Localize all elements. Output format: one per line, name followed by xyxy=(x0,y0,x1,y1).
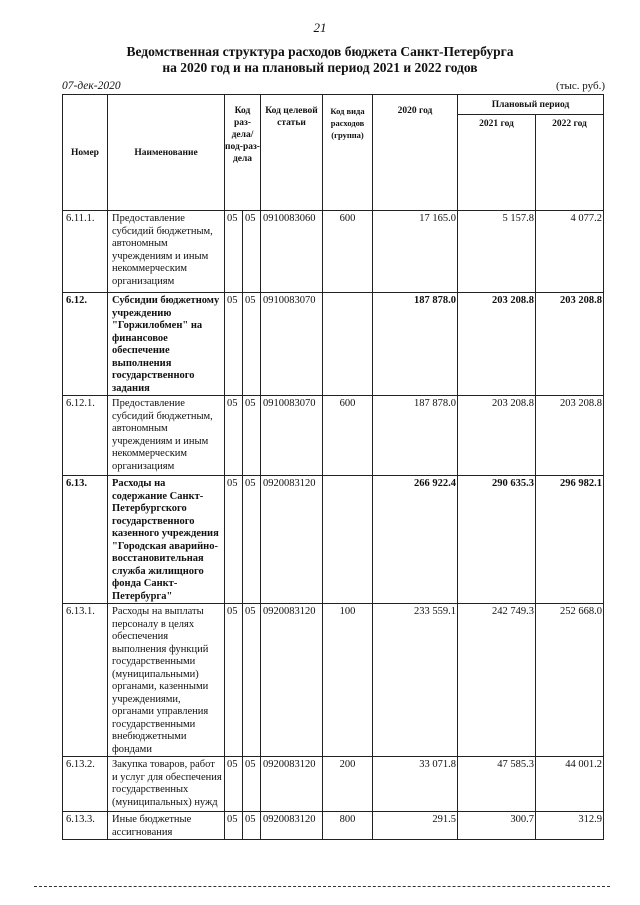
table-row xyxy=(63,293,604,396)
row-value-2021: 47 585.3 xyxy=(458,757,536,812)
document-title xyxy=(0,44,640,76)
row-section: 05 xyxy=(225,757,243,812)
row-target-code: 0920083120 xyxy=(261,757,323,812)
row-value-2020: 187 878.0 xyxy=(373,396,458,476)
row-value-2022: 203 208.8 xyxy=(536,396,604,476)
row-expense-type: 800 xyxy=(323,812,373,840)
row-value-2021: 290 635.3 xyxy=(458,476,536,604)
row-name: Субсидии бюджетному учреждению "Горжилобмен" на финансовое обеспечение выполнения государственного задания xyxy=(108,293,225,396)
title-line-2: на 2020 год и на плановый период 2021 и 2022 годов xyxy=(162,60,478,75)
row-value-2020: 291.5 xyxy=(373,812,458,840)
row-expense-type xyxy=(323,476,373,604)
table-body xyxy=(63,211,604,840)
row-target-code: 0920083120 xyxy=(261,476,323,604)
row-subsection: 05 xyxy=(243,211,261,293)
page-number: 21 xyxy=(313,20,327,35)
row-subsection: 05 xyxy=(243,757,261,812)
row-value-2021: 203 208.8 xyxy=(458,293,536,396)
row-value-2022: 4 077.2 xyxy=(536,211,604,293)
row-section: 05 xyxy=(225,396,243,476)
row-name: Предоставление субсидий бюджетным, автономным учреждениям и иным некоммерческим организациям xyxy=(108,396,225,476)
budget-table xyxy=(62,94,604,840)
row-value-2022: 312.9 xyxy=(536,812,604,840)
header-section-code: Код раз-дела/ под-раз-дела xyxy=(225,95,261,211)
table-row xyxy=(63,476,604,604)
row-subsection: 05 xyxy=(243,812,261,840)
row-expense-type xyxy=(323,293,373,396)
table-row xyxy=(63,396,604,476)
row-subsection: 05 xyxy=(243,604,261,757)
row-target-code: 0910083060 xyxy=(261,211,323,293)
row-value-2020: 266 922.4 xyxy=(373,476,458,604)
row-value-2020: 17 165.0 xyxy=(373,211,458,293)
row-expense-type: 600 xyxy=(323,211,373,293)
row-value-2021: 203 208.8 xyxy=(458,396,536,476)
row-subsection: 05 xyxy=(243,476,261,604)
header-2020: 2020 год xyxy=(373,95,458,211)
row-expense-type: 600 xyxy=(323,396,373,476)
table-row xyxy=(63,211,604,293)
row-number: 6.13. xyxy=(63,476,108,604)
header-2022: 2022 год xyxy=(536,115,604,211)
footer-rule xyxy=(34,886,610,887)
header-2021: 2021 год xyxy=(458,115,536,211)
row-value-2022: 296 982.1 xyxy=(536,476,604,604)
row-section: 05 xyxy=(225,211,243,293)
row-expense-type: 200 xyxy=(323,757,373,812)
row-name: Предоставление субсидий бюджетным, автономным учреждениям и иным некоммерческим организациям xyxy=(108,211,225,293)
row-value-2021: 5 157.8 xyxy=(458,211,536,293)
row-target-code: 0910083070 xyxy=(261,293,323,396)
header-number: Номер xyxy=(63,95,108,211)
row-section: 05 xyxy=(225,812,243,840)
row-value-2022: 44 001.2 xyxy=(536,757,604,812)
row-name: Расходы на содержание Санкт-Петербургского государственного казенного учреждения "Городская аварийно-восстановительная служба жилищного фонда Санкт-Петербурга" xyxy=(108,476,225,604)
row-name: Расходы на выплаты персоналу в целях обеспечения выполнения функций государственными (муниципальными) органами, казенными учреждениями, органами управления государственными внебюджетными фондами xyxy=(108,604,225,757)
row-value-2021: 300.7 xyxy=(458,812,536,840)
row-number: 6.13.2. xyxy=(63,757,108,812)
row-expense-type: 100 xyxy=(323,604,373,757)
row-value-2022: 252 668.0 xyxy=(536,604,604,757)
row-section: 05 xyxy=(225,604,243,757)
row-number: 6.11.1. xyxy=(63,211,108,293)
row-number: 6.12. xyxy=(63,293,108,396)
row-subsection: 05 xyxy=(243,293,261,396)
document-date: 07-дек-2020 xyxy=(62,80,121,92)
header-expense-type: Код вида расходов (группа) xyxy=(323,95,373,211)
table-row xyxy=(63,812,604,840)
table-row xyxy=(63,604,604,757)
title-line-1: Ведомственная структура расходов бюджета Санкт-Петербурга xyxy=(126,44,514,59)
row-target-code: 0920083120 xyxy=(261,812,323,840)
header-target-code: Код целевой статьи xyxy=(261,95,323,211)
row-section: 05 xyxy=(225,293,243,396)
header-name: Наименование xyxy=(108,95,225,211)
row-name: Иные бюджетные ассигнования xyxy=(108,812,225,840)
header-planned-period: Плановый период xyxy=(458,95,604,115)
row-number: 6.13.1. xyxy=(63,604,108,757)
row-value-2020: 187 878.0 xyxy=(373,293,458,396)
row-target-code: 0910083070 xyxy=(261,396,323,476)
table-header xyxy=(63,95,604,211)
row-value-2022: 203 208.8 xyxy=(536,293,604,396)
row-value-2021: 242 749.3 xyxy=(458,604,536,757)
row-number: 6.12.1. xyxy=(63,396,108,476)
row-number: 6.13.3. xyxy=(63,812,108,840)
row-name: Закупка товаров, работ и услуг для обеспечения государственных (муниципальных) нужд xyxy=(108,757,225,812)
table-row xyxy=(63,757,604,812)
row-section: 05 xyxy=(225,476,243,604)
row-subsection: 05 xyxy=(243,396,261,476)
units-label: (тыс. руб.) xyxy=(556,80,605,92)
row-value-2020: 233 559.1 xyxy=(373,604,458,757)
row-target-code: 0920083120 xyxy=(261,604,323,757)
row-value-2020: 33 071.8 xyxy=(373,757,458,812)
